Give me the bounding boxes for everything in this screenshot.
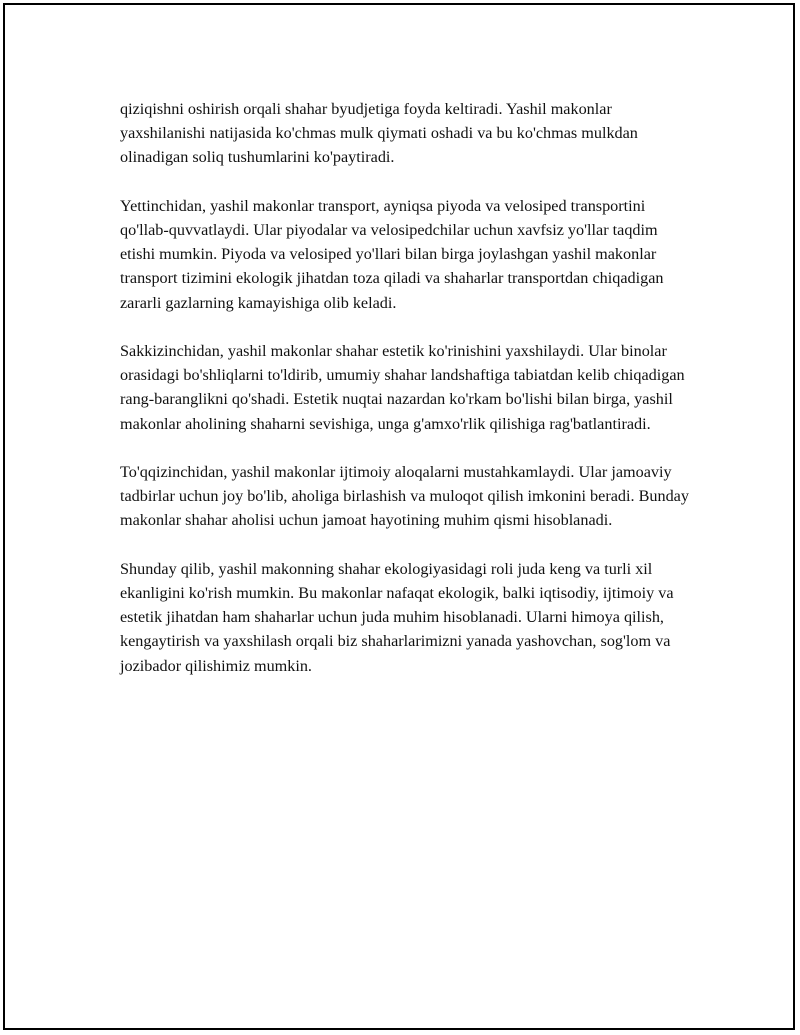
document-body: [120, 97, 695, 702]
paragraph: qiziqishni oshirish orqali shahar byudjetiga foyda keltiradi. Yashil makonlar yaxshilanishi natijasida ko'chmas mulk qiymati oshadi va bu ko'chmas mulkdan olinadigan soliq tushumlarini ko'paytiradi.: [120, 100, 638, 167]
paragraph: Sakkizinchidan, yashil makonlar shahar estetik ko'rinishini yaxshilaydi. Ular binolar orasidagi bo'shliqlarni to'ldirib, umumiy shahar landshaftiga tabiatdan kelib chiqadigan rang-baranglikni qo'shadi. Estetik nuqtai nazardan ko'rkam bo'lishi bilan birga, yashil makonlar aholining shaharni sevishiga, unga g'amxo'rlik qilishiga rag'batlantiradi.: [120, 342, 685, 433]
document-page: [3, 3, 795, 1030]
paragraph: Yettinchidan, yashil makonlar transport, ayniqsa piyoda va velosiped transportini qo'llab-quvvatlaydi. Ular piyodalar va velosipedchilar uchun xavfsiz yo'llar taqdim etishi mumkin. Piyoda va velosiped yo'llari bilan birga joylashgan yashil makonlar transport tizimini ekologik jihatdan toza qiladi va shaharlar transportdan chiqadigan zararli gazlarning kamayishiga olib keladi.: [120, 196, 664, 312]
paragraph: Shunday qilib, yashil makonning shahar ekologiyasidagi roli juda keng va turli xil ekanligini ko'rish mumkin. Bu makonlar nafaqat ekologik, balki iqtisodiy, ijtimoiy va estetik jihatdan ham shaharlar uchun juda muhim hisoblanadi. Ularni himoya qilish, kengaytirish va yaxshilash orqali biz shaharlarimizni yanada yashovchan, sog'lom va jozibador qilishimiz mumkin.: [120, 559, 674, 675]
paragraph: To'qqizinchidan, yashil makonlar ijtimoiy aloqalarni mustahkamlaydi. Ular jamoaviy tadbirlar uchun joy bo'lib, aholiga birlashish va muloqot qilish imkonini beradi. Bunday makonlar shahar aholisi uchun jamoat hayotining muhim qismi hisoblanadi.: [120, 463, 689, 530]
